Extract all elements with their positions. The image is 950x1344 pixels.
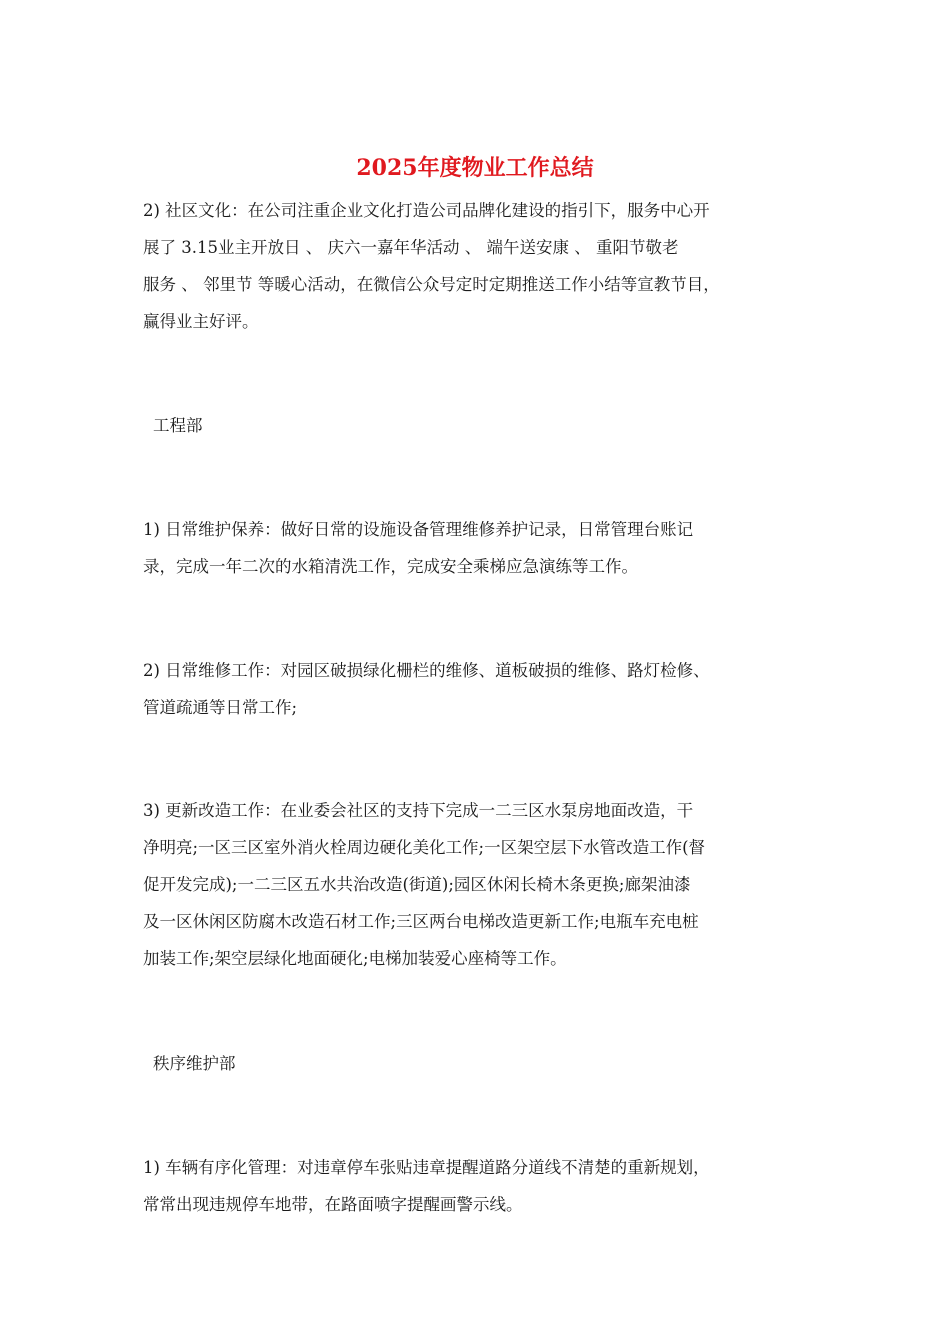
paragraph-vehicle-management (143, 1149, 823, 1223)
paragraph-line: 促开发完成);一二三区五水共治改造(街道);园区休闲长椅木条更换;廊架油漆 (143, 875, 691, 894)
paragraph-line: 2) 社区文化：在公司注重企业文化打造公司品牌化建设的指引下，服务中心开 (143, 201, 710, 220)
document-title: 2025年度物业工作总结 (356, 155, 594, 181)
paragraph-line: 及一区休闲区防腐木改造石材工作;三区两台电梯改造更新工作;电瓶车充电桩 (143, 912, 699, 931)
paragraph-line: 赢得业主好评。 (143, 312, 259, 331)
paragraph-line: 1) 车辆有序化管理：对违章停车张贴违章提醒道路分道线不清楚的重新规划， (143, 1158, 710, 1177)
paragraph-line: 常常出现违规停车地带，在路面喷字提醒画警示线。 (143, 1195, 523, 1214)
paragraph-daily-maintenance (143, 511, 823, 585)
paragraph-line: 录，完成一年二次的水箱清洗工作，完成安全乘梯应急演练等工作。 (143, 557, 638, 576)
paragraph-community-culture (143, 192, 823, 340)
paragraph-line: 展了 3.15业主开放日 、 庆六一嘉年华活动 、 端午送安康 、 重阳节敬老 (143, 238, 679, 257)
paragraph-line: 管道疏通等日常工作; (143, 698, 298, 717)
paragraph-daily-repair (143, 652, 823, 726)
paragraph-renovation (143, 792, 823, 977)
section-heading-order-maintenance: 秩序维护部 (153, 1054, 236, 1073)
paragraph-line: 净明亮;一区三区室外消火栓周边硬化美化工作;一区架空层下水管改造工作(督 (143, 838, 706, 857)
paragraph-line: 加装工作;架空层绿化地面硬化;电梯加装爱心座椅等工作。 (143, 949, 567, 968)
paragraph-line: 1) 日常维护保养：做好日常的设施设备管理维修养护记录，日常管理台账记 (143, 520, 694, 539)
section-heading-engineering: 工程部 (153, 416, 203, 435)
paragraph-line: 3) 更新改造工作：在业委会社区的支持下完成一二三区水泵房地面改造，干 (143, 801, 694, 820)
paragraph-line: 服务 、 邻里节 等暖心活动，在微信公众号定时定期推送工作小结等宣教节目， (143, 275, 720, 294)
paragraph-line: 2) 日常维修工作：对园区破损绿化栅栏的维修、道板破损的维修、路灯检修、 (143, 661, 710, 680)
